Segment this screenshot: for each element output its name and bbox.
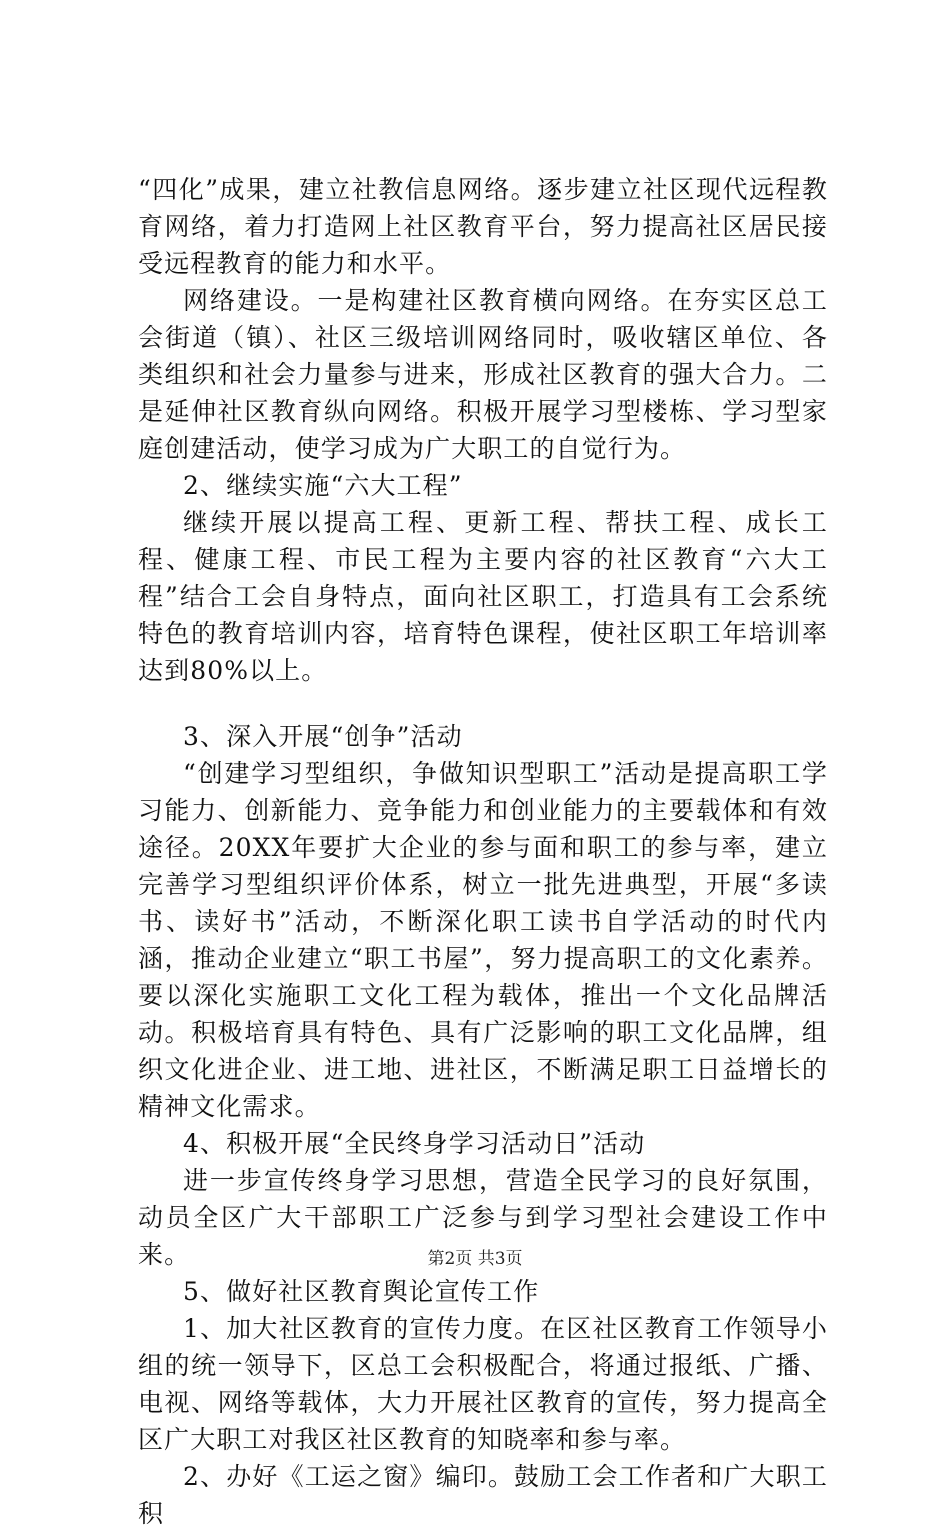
- heading-six-projects: 2、继续实施“六大工程”: [183, 471, 463, 500]
- heading-lifelong-learning-day: 4、积极开展“全民终身学习活动日”活动: [183, 1129, 646, 1158]
- page-footer: 第2页 共3页: [427, 1249, 523, 1269]
- paragraph-gongyun-window: 2、办好《工运之窗》编印。鼓励工会工作者和广大职工积: [138, 1462, 828, 1528]
- paragraph-chuangzheng-activity: “创建学习型组织，争做知识型职工”活动是提高职工学习能力、创新能力、竞争能力和创业能力的主要载体和有效途径。20XX年要扩大企业的参与面和职工的参与率，建立完善学习型组织评价体系，树立一批先进典型，开展“多读书、读好书”活动，不断深化职工读书自学活动的时代内涵，推动企业建立“职工书屋”，努力提高职工的文化素养。要以深化实施职工文化工程为载体，推出一个文化品牌活动。积极培育具有特色、具有广泛影响的职工文化品牌，组织文化进企业、进工地、进社区，不断满足职工日益增长的精神文化需求。: [138, 759, 828, 1121]
- heading-publicity-work: 5、做好社区教育舆论宣传工作: [183, 1277, 540, 1306]
- document-body: [138, 171, 828, 1532]
- paragraph-six-projects: 继续开展以提高工程、更新工程、帮扶工程、成长工程、健康工程、市民工程为主要内容的社区教育“六大工程”结合工会自身特点，面向社区职工，打造具有工会系统特色的教育培训内容，培育特色课程，使社区职工年培训率达到80%以上。: [138, 508, 828, 685]
- paragraph-lifelong-learning-day: 进一步宣传终身学习思想，营造全民学习的良好氛围，动员全区广大干部职工广泛参与到学习型社会建设工作中来。: [138, 1166, 828, 1269]
- paragraph-publicity-strength: 1、加大社区教育的宣传力度。在区社区教育工作领导小组的统一领导下，区总工会积极配合，将通过报纸、广播、电视、网络等载体，大力开展社区教育的宣传，努力提高全区广大职工对我区社区教育的知晓率和参与率。: [138, 1314, 828, 1454]
- paragraph-network-building: 网络建设。一是构建社区教育横向网络。在夯实区总工会街道（镇）、社区三级培训网络同时，吸收辖区单位、各类组织和社会力量参与进来，形成社区教育的强大合力。二是延伸社区教育纵向网络。积极开展学习型楼栋、学习型家庭创建活动，使学习成为广大职工的自觉行为。: [138, 286, 828, 463]
- paragraph-sishua-results: “四化”成果，建立社教信息网络。逐步建立社区现代远程教育网络，着力打造网上社区教育平台，努力提高社区居民接受远程教育的能力和水平。: [138, 175, 828, 278]
- heading-chuangzheng-activity: 3、深入开展“创争”活动: [183, 722, 463, 751]
